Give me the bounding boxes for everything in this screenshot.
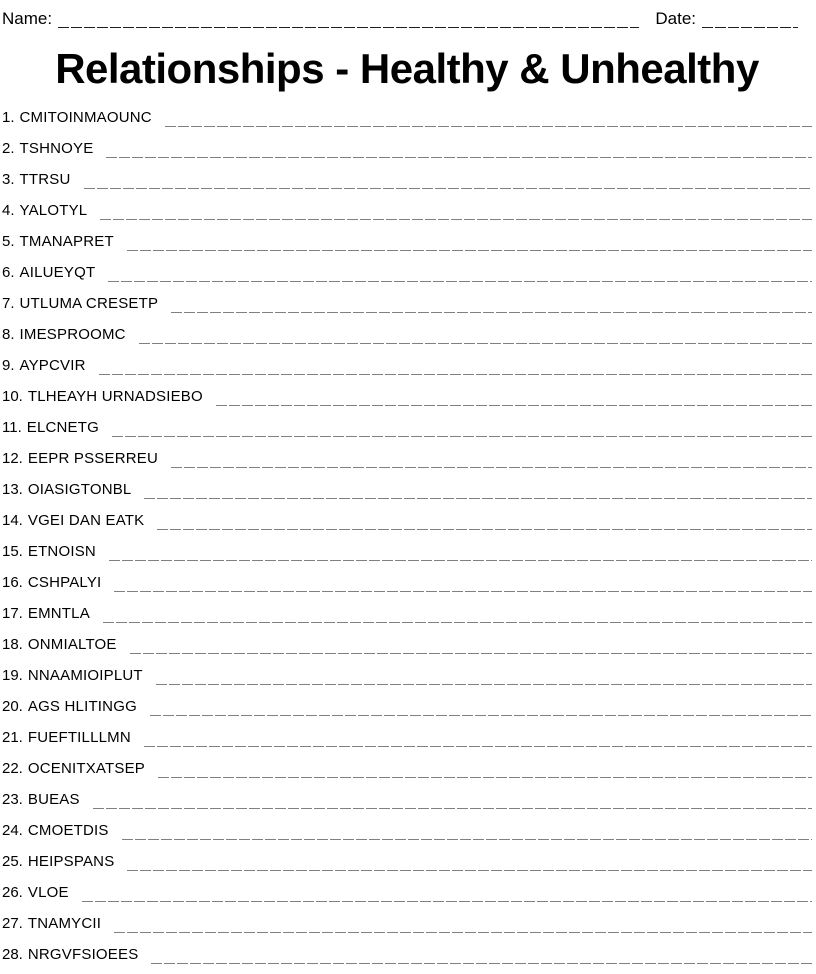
worksheet-item-row — [2, 164, 812, 195]
worksheet-item-row — [2, 691, 812, 722]
worksheet-item-row — [2, 815, 812, 846]
answer-blank-line — [108, 257, 812, 288]
worksheet-item-row — [2, 226, 812, 257]
item-scrambled-word: ETNOISN — [27, 543, 96, 560]
item-number: 20. — [2, 698, 23, 715]
item-scrambled-word: AILUEYQT — [19, 264, 96, 281]
worksheet-item-row — [2, 381, 812, 412]
worksheet-item-row — [2, 939, 812, 970]
worksheet-item-row — [2, 350, 812, 381]
answer-blank-line — [84, 164, 812, 195]
item-scrambled-word: OIASIGTONBL — [27, 481, 132, 498]
item-scrambled-word: TMANAPRET — [19, 233, 114, 250]
item-scrambled-word: NRGVFSIOEES — [27, 946, 139, 963]
item-scrambled-word: TNAMYCII — [27, 915, 102, 932]
item-scrambled-word: YALOTYL — [19, 202, 88, 219]
worksheet-item-row — [2, 319, 812, 350]
answer-blank-line — [114, 567, 812, 598]
name-label: Name: — [2, 9, 53, 28]
answer-blank-line — [106, 133, 812, 164]
item-scrambled-word: ONMIALTOE — [27, 636, 117, 653]
item-scrambled-word: EMNTLA — [27, 605, 90, 622]
answer-blank-line — [122, 815, 812, 846]
item-scrambled-word: TLHEAYH URNADSIEBO — [27, 388, 203, 405]
name-blank-line — [58, 8, 639, 30]
worksheet-item-row — [2, 567, 812, 598]
item-scrambled-word: VGEI DAN EATK — [27, 512, 145, 529]
item-number: 6. — [2, 264, 15, 281]
item-scrambled-word: IMESPROOMC — [19, 326, 126, 343]
answer-blank-line — [139, 319, 812, 350]
item-number: 21. — [2, 729, 23, 746]
item-scrambled-word: ELCNETG — [26, 419, 99, 436]
answer-blank-line — [93, 784, 812, 815]
worksheet-item-row — [2, 505, 812, 536]
item-scrambled-word: AGS HLITINGG — [27, 698, 137, 715]
answer-blank-line — [127, 846, 812, 877]
item-scrambled-word: TTRSU — [19, 171, 71, 188]
worksheet-item-row — [2, 877, 812, 908]
worksheet-item-row — [2, 412, 812, 443]
item-number: 9. — [2, 357, 15, 374]
item-number: 23. — [2, 791, 23, 808]
item-number: 26. — [2, 884, 23, 901]
answer-blank-line — [144, 722, 812, 753]
answer-blank-line — [157, 505, 812, 536]
item-scrambled-word: OCENITXATSEP — [27, 760, 146, 777]
worksheet-list — [2, 102, 812, 970]
answer-blank-line — [216, 381, 812, 412]
answer-blank-line — [100, 195, 812, 226]
item-scrambled-word: BUEAS — [27, 791, 80, 808]
item-number: 12. — [2, 450, 23, 467]
item-number: 4. — [2, 202, 15, 219]
item-number: 10. — [2, 388, 23, 405]
item-number: 2. — [2, 140, 15, 157]
item-number: 5. — [2, 233, 15, 250]
answer-blank-line — [158, 753, 812, 784]
item-scrambled-word: AYPCVIR — [19, 357, 86, 374]
item-number: 14. — [2, 512, 23, 529]
worksheet-item-row — [2, 443, 812, 474]
worksheet-item-row — [2, 195, 812, 226]
worksheet-item-row — [2, 908, 812, 939]
answer-blank-line — [151, 939, 812, 970]
answer-blank-line — [82, 877, 812, 908]
item-scrambled-word: UTLUMA CRESETP — [19, 295, 159, 312]
page-title: Relationships - Healthy & Unhealthy — [55, 45, 759, 92]
date-blank-line — [702, 8, 798, 30]
answer-blank-line — [156, 660, 812, 691]
answer-blank-line — [99, 350, 812, 381]
item-number: 16. — [2, 574, 23, 591]
item-number: 18. — [2, 636, 23, 653]
item-scrambled-word: VLOE — [27, 884, 69, 901]
worksheet-item-row — [2, 288, 812, 319]
answer-blank-line — [127, 226, 812, 257]
answer-blank-line — [144, 474, 812, 505]
item-scrambled-word: TSHNOYE — [19, 140, 94, 157]
item-scrambled-word: CMITOINMAOUNC — [19, 109, 152, 126]
item-number: 27. — [2, 915, 23, 932]
item-scrambled-word: CSHPALYI — [27, 574, 102, 591]
name-date-header — [2, 6, 812, 30]
worksheet-item-row — [2, 753, 812, 784]
worksheet-item-row — [2, 474, 812, 505]
item-number: 17. — [2, 605, 23, 622]
item-number: 22. — [2, 760, 23, 777]
item-scrambled-word: EEPR PSSERREU — [27, 450, 158, 467]
worksheet-item-row — [2, 846, 812, 877]
answer-blank-line — [109, 536, 812, 567]
item-number: 3. — [2, 171, 15, 188]
answer-blank-line — [114, 908, 812, 939]
answer-blank-line — [171, 443, 812, 474]
item-number: 24. — [2, 822, 23, 839]
worksheet-item-row — [2, 598, 812, 629]
item-number: 1. — [2, 109, 15, 126]
date-label: Date: — [655, 9, 696, 28]
answer-blank-line — [130, 629, 812, 660]
worksheet-item-row — [2, 784, 812, 815]
item-scrambled-word: CMOETDIS — [27, 822, 109, 839]
item-number: 7. — [2, 295, 15, 312]
item-scrambled-word: HEIPSPANS — [27, 853, 115, 870]
item-number: 11. — [2, 419, 22, 436]
answer-blank-line — [150, 691, 812, 722]
worksheet-item-row — [2, 133, 812, 164]
item-scrambled-word: NNAAMIOIPLUT — [27, 667, 143, 684]
worksheet-item-row — [2, 102, 812, 133]
item-number: 8. — [2, 326, 15, 343]
item-number: 13. — [2, 481, 23, 498]
answer-blank-line — [165, 102, 812, 133]
item-number: 15. — [2, 543, 23, 560]
worksheet-item-row — [2, 722, 812, 753]
worksheet-item-row — [2, 629, 812, 660]
item-number: 25. — [2, 853, 23, 870]
worksheet-item-row — [2, 536, 812, 567]
worksheet-item-row — [2, 660, 812, 691]
answer-blank-line — [103, 598, 812, 629]
answer-blank-line — [171, 288, 812, 319]
item-scrambled-word: FUEFTILLLMN — [27, 729, 131, 746]
answer-blank-line — [112, 412, 812, 443]
item-number: 28. — [2, 946, 23, 963]
worksheet-item-row — [2, 257, 812, 288]
item-number: 19. — [2, 667, 23, 684]
